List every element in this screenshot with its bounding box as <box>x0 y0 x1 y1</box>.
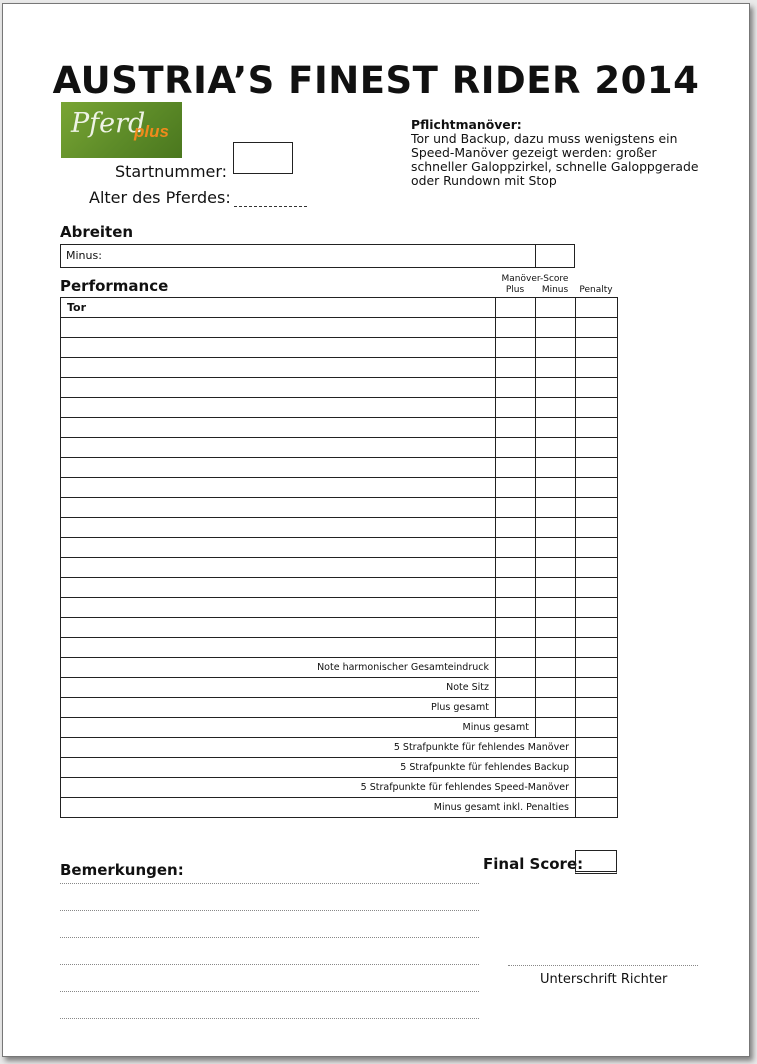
penalty-cell[interactable] <box>576 418 618 438</box>
plus-cell[interactable] <box>496 618 536 638</box>
penalty-row-label: 5 Strafpunkte für fehlendes Speed-Manöver <box>61 778 576 798</box>
manoever-label-cell[interactable] <box>61 358 496 378</box>
minus-cell[interactable] <box>536 558 576 578</box>
manoever-label-cell[interactable] <box>61 438 496 458</box>
table-row <box>61 338 618 358</box>
table-row <box>61 398 618 418</box>
table-row <box>61 598 618 618</box>
abreiten-minus-score[interactable] <box>535 244 575 268</box>
plus-cell[interactable] <box>496 558 536 578</box>
table-row <box>61 738 618 758</box>
penalty-cell[interactable] <box>576 318 618 338</box>
penalty-cell[interactable] <box>576 618 618 638</box>
penalty-cell[interactable] <box>576 658 618 678</box>
manoever-label-cell[interactable] <box>61 338 496 358</box>
penalty-cell[interactable] <box>576 638 618 658</box>
startnummer-label: Startnummer: <box>115 162 228 181</box>
minus-cell[interactable] <box>536 718 576 738</box>
remarks-line[interactable] <box>60 910 479 911</box>
minus-cell[interactable] <box>536 598 576 618</box>
table-row <box>61 418 618 438</box>
manoever-label-cell[interactable] <box>61 558 496 578</box>
plus-cell[interactable] <box>496 358 536 378</box>
table-row <box>61 758 618 778</box>
pflicht-line: Tor und Backup, dazu muss wenigstens ein <box>411 131 678 146</box>
penalty-row-label: 5 Strafpunkte für fehlendes Manöver <box>61 738 576 758</box>
manoever-label-cell: Tor <box>61 298 496 318</box>
table-row <box>61 538 618 558</box>
plus-cell[interactable] <box>496 458 536 478</box>
pflicht-line: oder Rundown mit Stop <box>411 173 557 188</box>
minus-cell[interactable] <box>536 378 576 398</box>
minus-cell[interactable] <box>536 358 576 378</box>
signature-line[interactable] <box>508 965 698 966</box>
penalty-cell[interactable] <box>576 598 618 618</box>
pflichtmanoever-text <box>411 118 711 188</box>
minus-cell[interactable] <box>536 338 576 358</box>
minus-cell[interactable] <box>536 498 576 518</box>
final-score-field[interactable] <box>575 850 617 874</box>
plus-cell[interactable] <box>496 398 536 418</box>
table-row <box>61 618 618 638</box>
minus-cell[interactable] <box>536 458 576 478</box>
minus-cell[interactable] <box>536 318 576 338</box>
remarks-line[interactable] <box>60 964 479 965</box>
signature-label: Unterschrift Richter <box>540 972 668 987</box>
minus-cell[interactable] <box>536 398 576 418</box>
penalty-cell[interactable] <box>576 478 618 498</box>
manoever-score-header: Manöver-Score <box>501 274 569 284</box>
table-row <box>61 498 618 518</box>
penalty-cell[interactable] <box>576 798 618 818</box>
penalty-cell[interactable] <box>576 298 618 318</box>
pferdplus-logo <box>61 102 182 158</box>
manoever-label-cell[interactable] <box>61 378 496 398</box>
plus-cell[interactable] <box>496 538 536 558</box>
remarks-line[interactable] <box>60 937 479 938</box>
table-row <box>61 678 618 698</box>
manoever-label-cell[interactable] <box>61 518 496 538</box>
performance-heading: Performance <box>60 277 169 295</box>
penalty-cell[interactable] <box>576 558 618 578</box>
manoever-label-cell[interactable] <box>61 458 496 478</box>
table-row <box>61 798 618 818</box>
final-score-label: Final Score: <box>483 855 584 873</box>
alter-field[interactable] <box>234 206 307 207</box>
plus-cell[interactable] <box>496 578 536 598</box>
pflicht-line: Speed-Manöver gezeigt werden: großer <box>411 145 657 160</box>
manoever-label-cell[interactable] <box>61 618 496 638</box>
penalty-cell[interactable] <box>576 338 618 358</box>
penalty-row-label: Minus gesamt inkl. Penalties <box>61 798 576 818</box>
score-row-label: Note harmonischer Gesamteindruck <box>61 658 496 678</box>
plus-cell[interactable] <box>496 518 536 538</box>
plus-cell[interactable] <box>496 378 536 398</box>
table-row <box>61 378 618 398</box>
manoever-label-cell[interactable] <box>61 498 496 518</box>
minus-cell[interactable] <box>536 298 576 318</box>
manoever-label-cell[interactable] <box>61 478 496 498</box>
page-title: AUSTRIA’S FINEST RIDER 2014 <box>52 59 700 102</box>
table-row <box>61 718 618 738</box>
plus-cell[interactable] <box>496 638 536 658</box>
minus-cell[interactable] <box>536 438 576 458</box>
penalty-cell[interactable] <box>576 578 618 598</box>
minus-cell[interactable] <box>536 618 576 638</box>
score-row-label: Plus gesamt <box>61 698 496 718</box>
plus-header: Plus <box>505 285 525 295</box>
plus-cell[interactable] <box>496 498 536 518</box>
remarks-line[interactable] <box>60 883 479 884</box>
score-row-label: Note Sitz <box>61 678 496 698</box>
penalty-cell[interactable] <box>576 778 618 798</box>
bemerkungen-heading: Bemerkungen: <box>60 861 184 879</box>
plus-cell[interactable] <box>496 678 536 698</box>
minus-cell[interactable] <box>536 698 576 718</box>
plus-cell[interactable] <box>496 658 536 678</box>
minus-header: Minus <box>541 285 569 295</box>
manoever-label-cell[interactable] <box>61 598 496 618</box>
plus-cell[interactable] <box>496 478 536 498</box>
manoever-label-cell[interactable] <box>61 398 496 418</box>
manoever-label-cell[interactable] <box>61 538 496 558</box>
table-row <box>61 778 618 798</box>
minus-cell[interactable] <box>536 658 576 678</box>
logo-main-text: Pferd <box>71 108 146 139</box>
table-row <box>61 358 618 378</box>
table-row <box>61 318 618 338</box>
abreiten-minus-field[interactable] <box>60 244 536 268</box>
manoever-label-cell[interactable] <box>61 318 496 338</box>
table-row <box>61 438 618 458</box>
table-row <box>61 478 618 498</box>
minus-cell[interactable] <box>536 538 576 558</box>
table-row <box>61 658 618 678</box>
penalty-cell[interactable] <box>576 398 618 418</box>
penalty-cell[interactable] <box>576 438 618 458</box>
penalty-cell[interactable] <box>576 498 618 518</box>
minus-cell[interactable] <box>536 478 576 498</box>
minus-total-label: Minus gesamt <box>61 718 536 738</box>
plus-cell[interactable] <box>496 438 536 458</box>
manoever-label-cell[interactable] <box>61 418 496 438</box>
minus-cell[interactable] <box>536 578 576 598</box>
penalty-cell[interactable] <box>576 378 618 398</box>
penalty-cell[interactable] <box>576 718 618 738</box>
performance-table <box>60 297 618 818</box>
minus-cell[interactable] <box>536 518 576 538</box>
table-row <box>61 298 618 318</box>
penalty-cell[interactable] <box>576 458 618 478</box>
table-row <box>61 558 618 578</box>
pflicht-line: schneller Galoppzirkel, schnelle Galoppgerade <box>411 159 699 174</box>
table-row <box>61 458 618 478</box>
table-row <box>61 578 618 598</box>
plus-cell[interactable] <box>496 598 536 618</box>
abreiten-minus-label: Minus: <box>66 249 102 262</box>
penalty-cell[interactable] <box>576 698 618 718</box>
plus-cell[interactable] <box>496 318 536 338</box>
remarks-line[interactable] <box>60 1018 479 1019</box>
manoever-label-cell[interactable] <box>61 638 496 658</box>
table-row <box>61 698 618 718</box>
minus-cell[interactable] <box>536 678 576 698</box>
remarks-line[interactable] <box>60 991 479 992</box>
penalty-cell[interactable] <box>576 518 618 538</box>
penalty-header: Penalty <box>579 285 613 295</box>
plus-cell[interactable] <box>496 418 536 438</box>
penalty-cell[interactable] <box>576 358 618 378</box>
penalty-cell[interactable] <box>576 738 618 758</box>
score-sheet <box>2 3 750 1057</box>
table-row <box>61 518 618 538</box>
abreiten-heading: Abreiten <box>60 223 134 241</box>
plus-cell[interactable] <box>496 338 536 358</box>
alter-label: Alter des Pferdes: <box>89 188 231 207</box>
plus-cell[interactable] <box>496 698 536 718</box>
minus-cell[interactable] <box>536 418 576 438</box>
plus-cell[interactable] <box>496 298 536 318</box>
penalty-cell[interactable] <box>576 678 618 698</box>
pflicht-heading: Pflichtmanöver: <box>411 117 522 132</box>
penalty-cell[interactable] <box>576 538 618 558</box>
minus-cell[interactable] <box>536 638 576 658</box>
logo-sub-text: plus <box>134 122 169 141</box>
penalty-row-label: 5 Strafpunkte für fehlendes Backup <box>61 758 576 778</box>
table-row <box>61 638 618 658</box>
penalty-cell[interactable] <box>576 758 618 778</box>
startnummer-field[interactable] <box>233 142 293 174</box>
manoever-label-cell[interactable] <box>61 578 496 598</box>
